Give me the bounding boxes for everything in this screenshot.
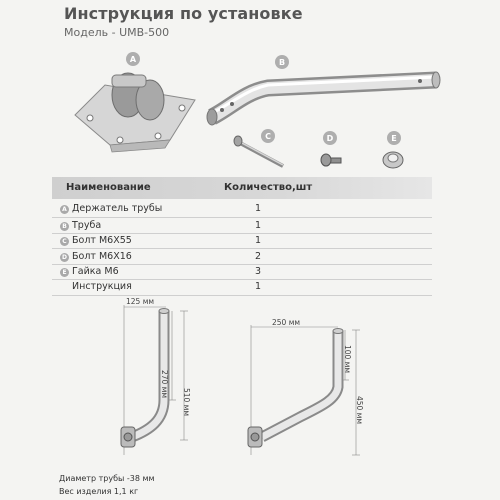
row-name: Гайка M6 bbox=[72, 266, 119, 277]
dimension-diagrams bbox=[0, 295, 500, 470]
part-letter-a: A bbox=[126, 52, 140, 66]
left-total-dim: 510 мм bbox=[182, 388, 191, 417]
row-divider bbox=[52, 248, 432, 249]
spec-diameter: Диаметр трубы -38 мм bbox=[59, 474, 155, 483]
row-qty: 1 bbox=[254, 220, 262, 231]
row-qty: 1 bbox=[254, 203, 262, 214]
col-qty-header: Количество,шт bbox=[224, 182, 313, 193]
row-qty: 2 bbox=[254, 251, 262, 262]
spec-weight: Вес изделия 1,1 кг bbox=[59, 487, 139, 496]
right-width-dim: 250 мм bbox=[272, 318, 301, 327]
left-mount-drawing bbox=[121, 305, 188, 455]
model-label: Модель - UMB-500 bbox=[64, 26, 170, 39]
row-name: Болт M6X55 bbox=[72, 235, 132, 246]
part-d-bolt bbox=[321, 154, 341, 166]
part-b-pipe bbox=[207, 72, 440, 125]
table-row bbox=[52, 251, 432, 265]
row-name: Инструкция bbox=[72, 281, 132, 292]
row-letter: E bbox=[60, 268, 69, 277]
part-e-nut bbox=[383, 152, 403, 168]
left-upper-dim: 270 мм bbox=[160, 370, 169, 399]
part-letter-b: B bbox=[275, 55, 289, 69]
row-divider bbox=[52, 233, 432, 234]
row-divider bbox=[52, 264, 432, 265]
row-divider bbox=[52, 279, 432, 280]
row-qty: 1 bbox=[254, 235, 262, 246]
right-upper-dim: 100 мм bbox=[343, 345, 352, 374]
row-letter: B bbox=[60, 222, 69, 231]
row-qty: 3 bbox=[254, 266, 262, 277]
row-letter: A bbox=[60, 205, 69, 214]
col-name-header: Наименование bbox=[66, 182, 151, 193]
parts-illustration bbox=[0, 0, 500, 175]
table-row bbox=[52, 235, 432, 249]
row-letter: D bbox=[60, 253, 69, 262]
part-a-bracket bbox=[75, 73, 195, 152]
part-c-bolt bbox=[234, 136, 283, 166]
right-total-dim: 450 мм bbox=[355, 396, 364, 425]
table-row bbox=[52, 220, 432, 234]
row-name: Держатель трубы bbox=[72, 203, 163, 214]
table-row bbox=[52, 203, 432, 217]
page-title: Инструкция по установке bbox=[64, 4, 303, 23]
row-divider bbox=[52, 217, 432, 218]
part-letter-d: D bbox=[323, 131, 337, 145]
row-name: Труба bbox=[72, 220, 102, 231]
row-name: Болт M6X16 bbox=[72, 251, 132, 262]
row-qty: 1 bbox=[254, 281, 262, 292]
left-width-dim: 125 мм bbox=[126, 297, 155, 306]
part-letter-c: C bbox=[261, 129, 275, 143]
table-row bbox=[52, 266, 432, 280]
row-letter: C bbox=[60, 237, 69, 246]
table-header bbox=[52, 177, 432, 199]
table-row bbox=[52, 281, 432, 295]
part-letter-e: E bbox=[387, 131, 401, 145]
